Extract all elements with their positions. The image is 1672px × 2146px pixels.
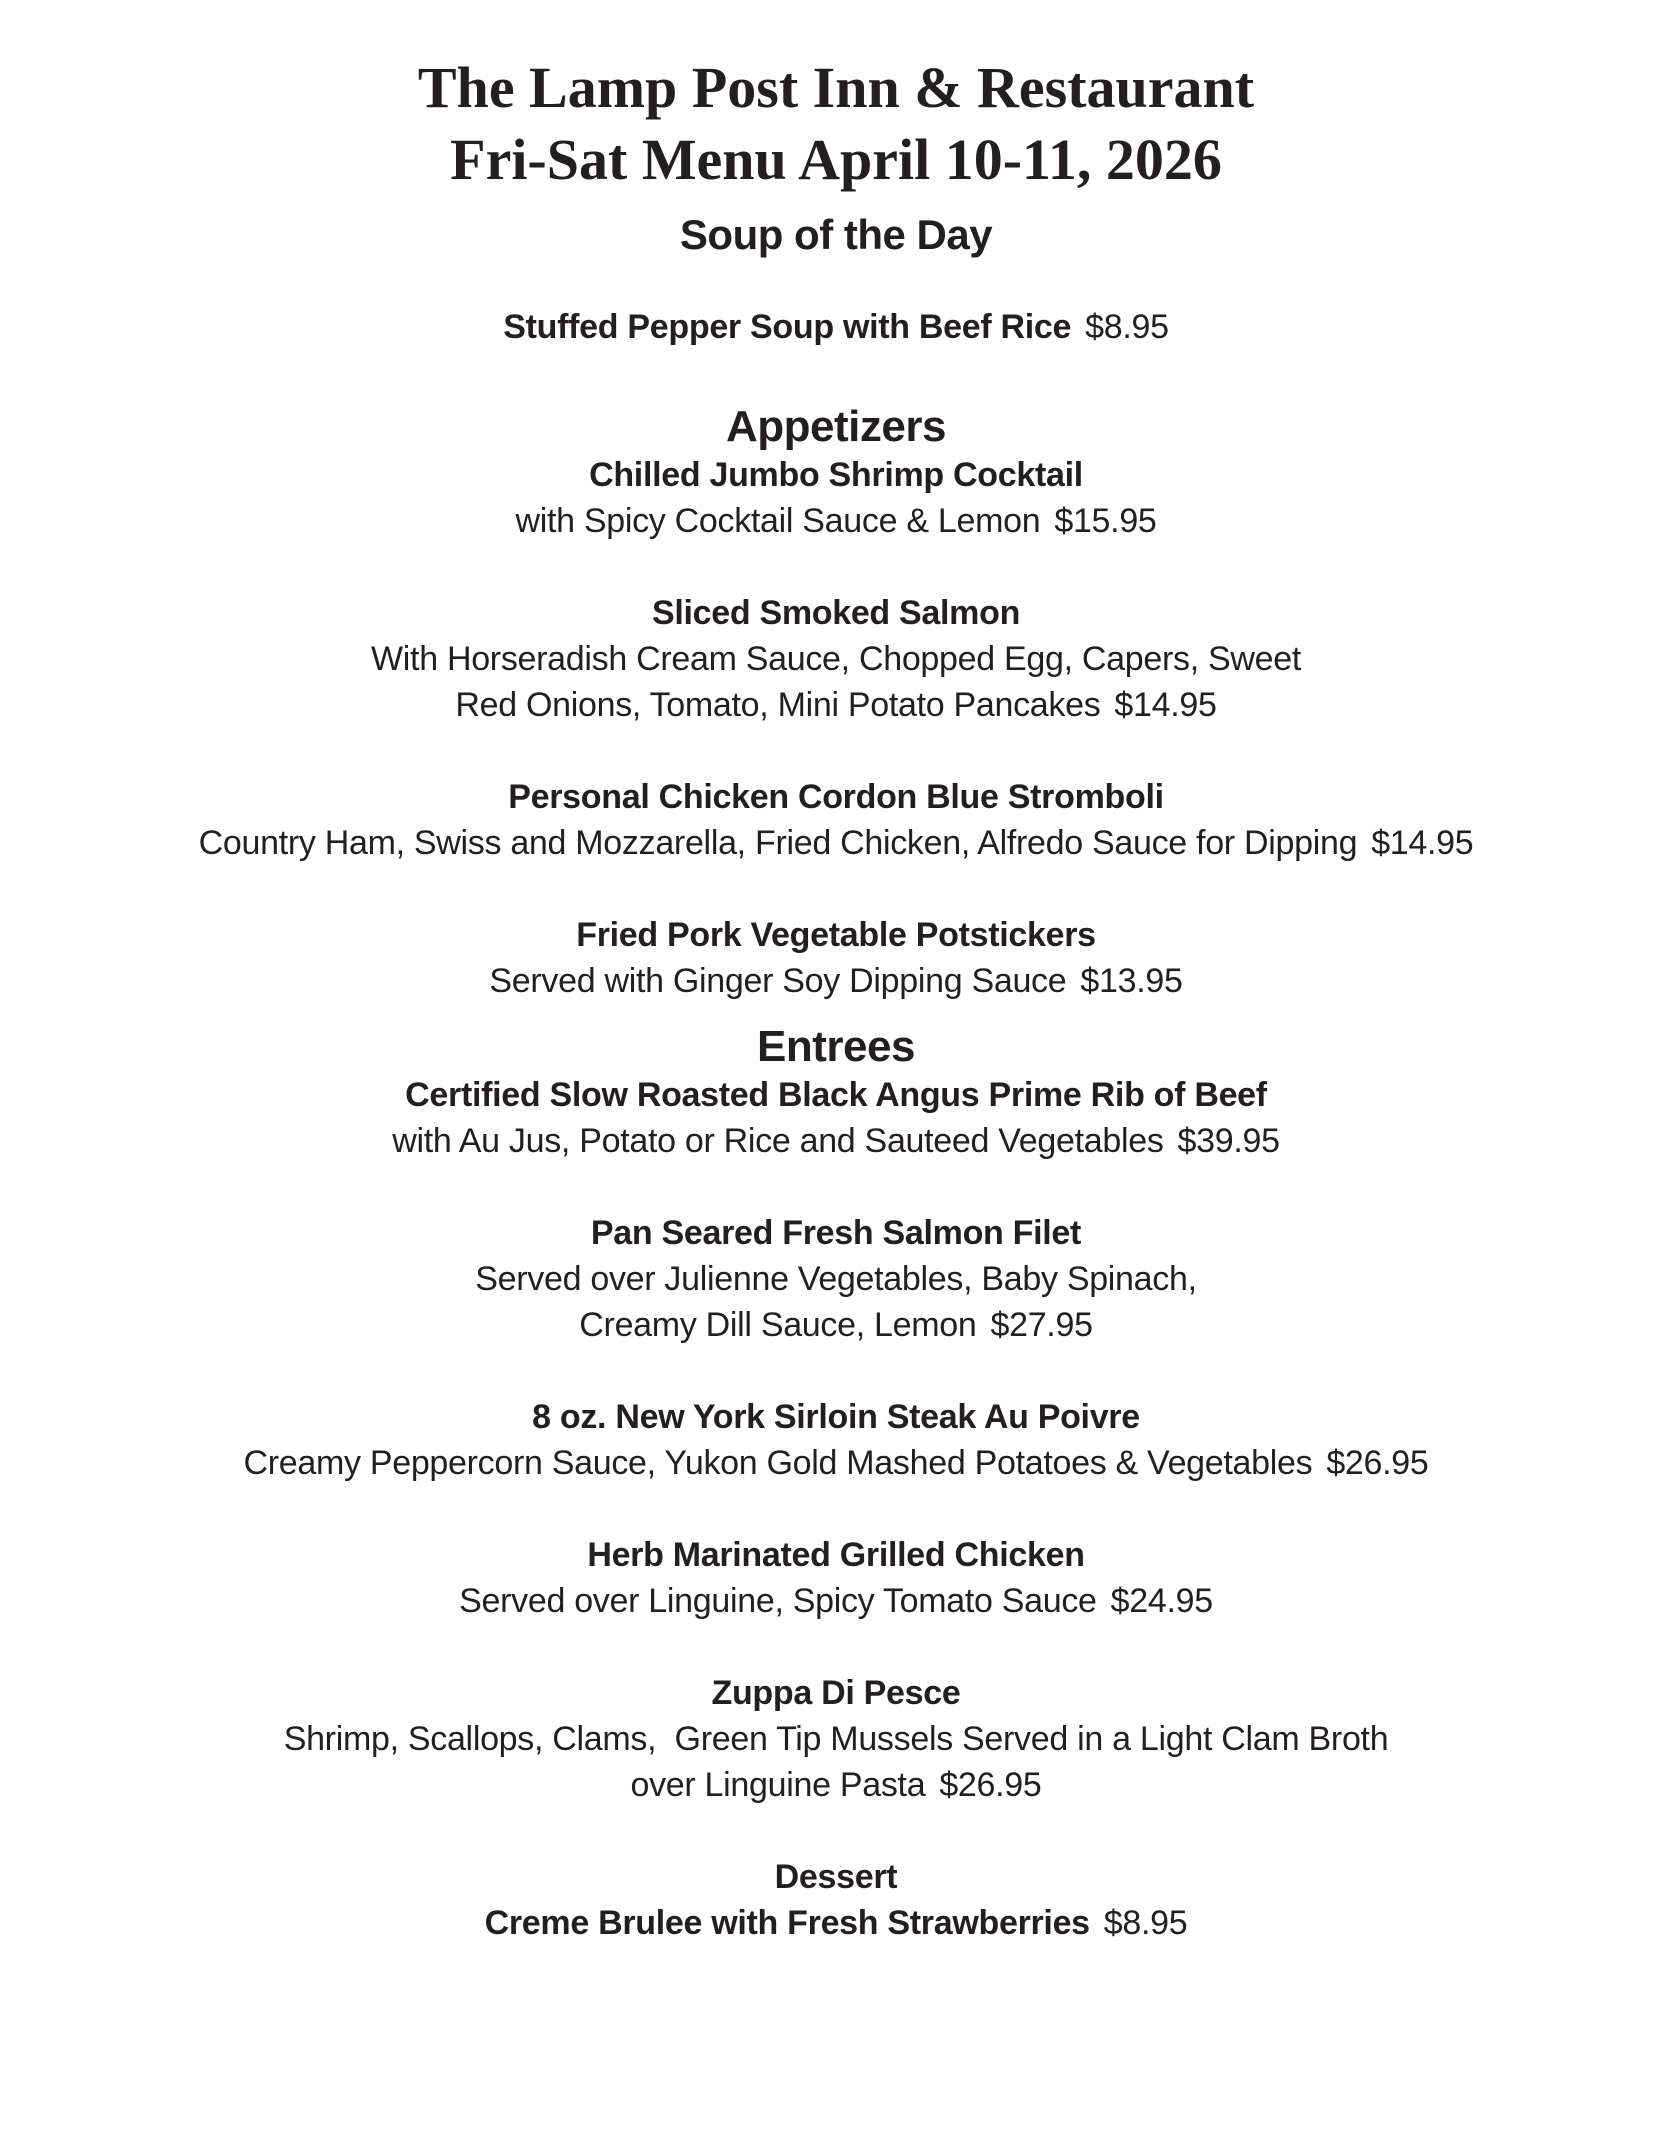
entree-desc: Creamy Peppercorn Sauce, Yukon Gold Mashed Potatoes & Vegetables $26.95 (243, 1444, 1429, 1482)
appetizer-price: $13.95 (1080, 962, 1183, 1000)
entree-price: $26.95 (1326, 1444, 1429, 1482)
soup-item (0, 304, 1672, 350)
appetizer-name: Fried Pork Vegetable Potstickers (576, 916, 1096, 954)
entree-item (0, 1532, 1672, 1624)
appetizer-name: Personal Chicken Cordon Blue Stromboli (508, 778, 1164, 816)
restaurant-name: The Lamp Post Inn & Restaurant (417, 55, 1255, 120)
entree-price: $24.95 (1110, 1582, 1213, 1620)
entree-desc: Served over Linguine, Spicy Tomato Sauce $24.95 (459, 1582, 1213, 1620)
menu-title (0, 0, 1672, 196)
appetizer-item (0, 774, 1672, 866)
entree-item (0, 1072, 1672, 1164)
soup-name: Stuffed Pepper Soup with Beef Rice (503, 308, 1072, 346)
appetizer-item (0, 452, 1672, 544)
appetizer-name: Sliced Smoked Salmon (651, 594, 1021, 632)
appetizer-desc: With Horseradish Cream Sauce, Chopped Egg, Capers, Sweet (371, 640, 1301, 678)
appetizer-desc: Red Onions, Tomato, Mini Potato Pancakes $14.95 (455, 686, 1217, 724)
entree-desc: over Linguine Pasta $26.95 (630, 1766, 1042, 1804)
entree-desc: Shrimp, Scallops, Clams, Green Tip Mussels Served in a Light Clam Broth (283, 1720, 1389, 1758)
entree-name: Herb Marinated Grilled Chicken (587, 1536, 1085, 1574)
entree-price: $27.95 (990, 1306, 1093, 1344)
appetizer-desc: Country Ham, Swiss and Mozzarella, Fried Chicken, Alfredo Sauce for Dipping $14.95 (198, 824, 1474, 862)
appetizer-price: $14.95 (1371, 824, 1474, 862)
menu-date: Fri-Sat Menu April 10-11, 2026 (450, 127, 1222, 192)
entree-name: Certified Slow Roasted Black Angus Prime Rib of Beef (405, 1076, 1267, 1114)
entree-price: $39.95 (1177, 1122, 1280, 1160)
appetizer-item (0, 590, 1672, 728)
soup-price: $8.95 (1085, 308, 1169, 346)
entree-item (0, 1210, 1672, 1348)
entree-name: 8 oz. New York Sirloin Steak Au Poivre (532, 1398, 1140, 1436)
appetizer-price: $15.95 (1054, 502, 1157, 540)
entree-price: $26.95 (939, 1766, 1042, 1804)
appetizer-name: Chilled Jumbo Shrimp Cocktail (589, 456, 1083, 494)
entree-item (0, 1670, 1672, 1808)
dessert-name: Creme Brulee with Fresh Strawberries (484, 1904, 1090, 1942)
entree-name: Pan Seared Fresh Salmon Filet (590, 1214, 1082, 1252)
entree-desc: Creamy Dill Sauce, Lemon $27.95 (579, 1306, 1093, 1344)
soup-heading: Soup of the Day (679, 211, 993, 258)
entrees-heading: Entrees (757, 1022, 915, 1071)
entree-name: Zuppa Di Pesce (711, 1674, 961, 1712)
dessert-item (0, 1900, 1672, 1946)
entree-item (0, 1394, 1672, 1486)
entree-desc: Served over Julienne Vegetables, Baby Spinach, (475, 1260, 1197, 1298)
dessert-heading: Dessert (774, 1858, 898, 1896)
appetizers-heading: Appetizers (726, 402, 946, 451)
appetizer-item (0, 912, 1672, 1004)
appetizer-desc: Served with Ginger Soy Dipping Sauce $13.95 (489, 962, 1183, 1000)
entree-desc: with Au Jus, Potato or Rice and Sauteed Vegetables $39.95 (392, 1122, 1280, 1160)
appetizer-desc: with Spicy Cocktail Sauce & Lemon $15.95 (515, 502, 1157, 540)
dessert-price: $8.95 (1103, 1904, 1188, 1942)
appetizer-price: $14.95 (1114, 686, 1217, 724)
